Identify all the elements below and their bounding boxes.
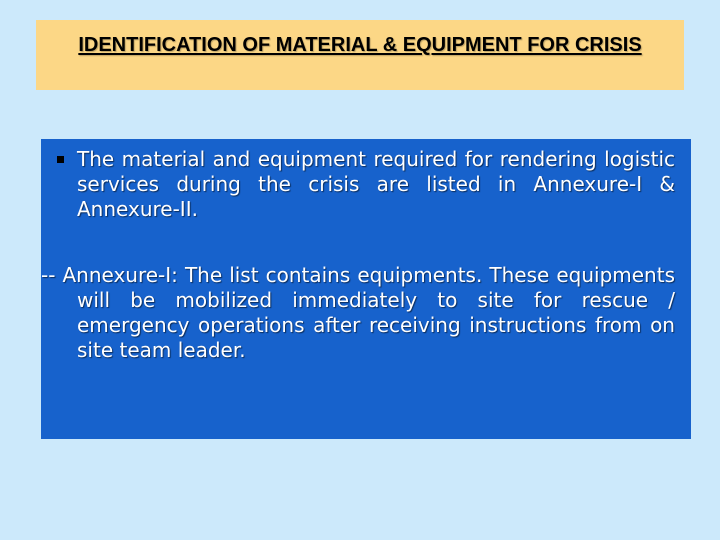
square-bullet-icon [57, 156, 64, 163]
slide-title: IDENTIFICATION OF MATERIAL & EQUIPMENT FOR CRISIS [78, 34, 642, 56]
content-box [41, 139, 691, 439]
annexure-text: -- Annexure-I: The list contains equipments. These equipments will be mobilized immediately to site for rescue / emergency operations after receiving instructions from on site team leader. [41, 263, 675, 362]
title-box [36, 20, 684, 90]
bullet-text-1: The material and equipment required for rendering logistic services during the crisis are listed in Annexure-I & Annexure-II. [77, 147, 675, 221]
